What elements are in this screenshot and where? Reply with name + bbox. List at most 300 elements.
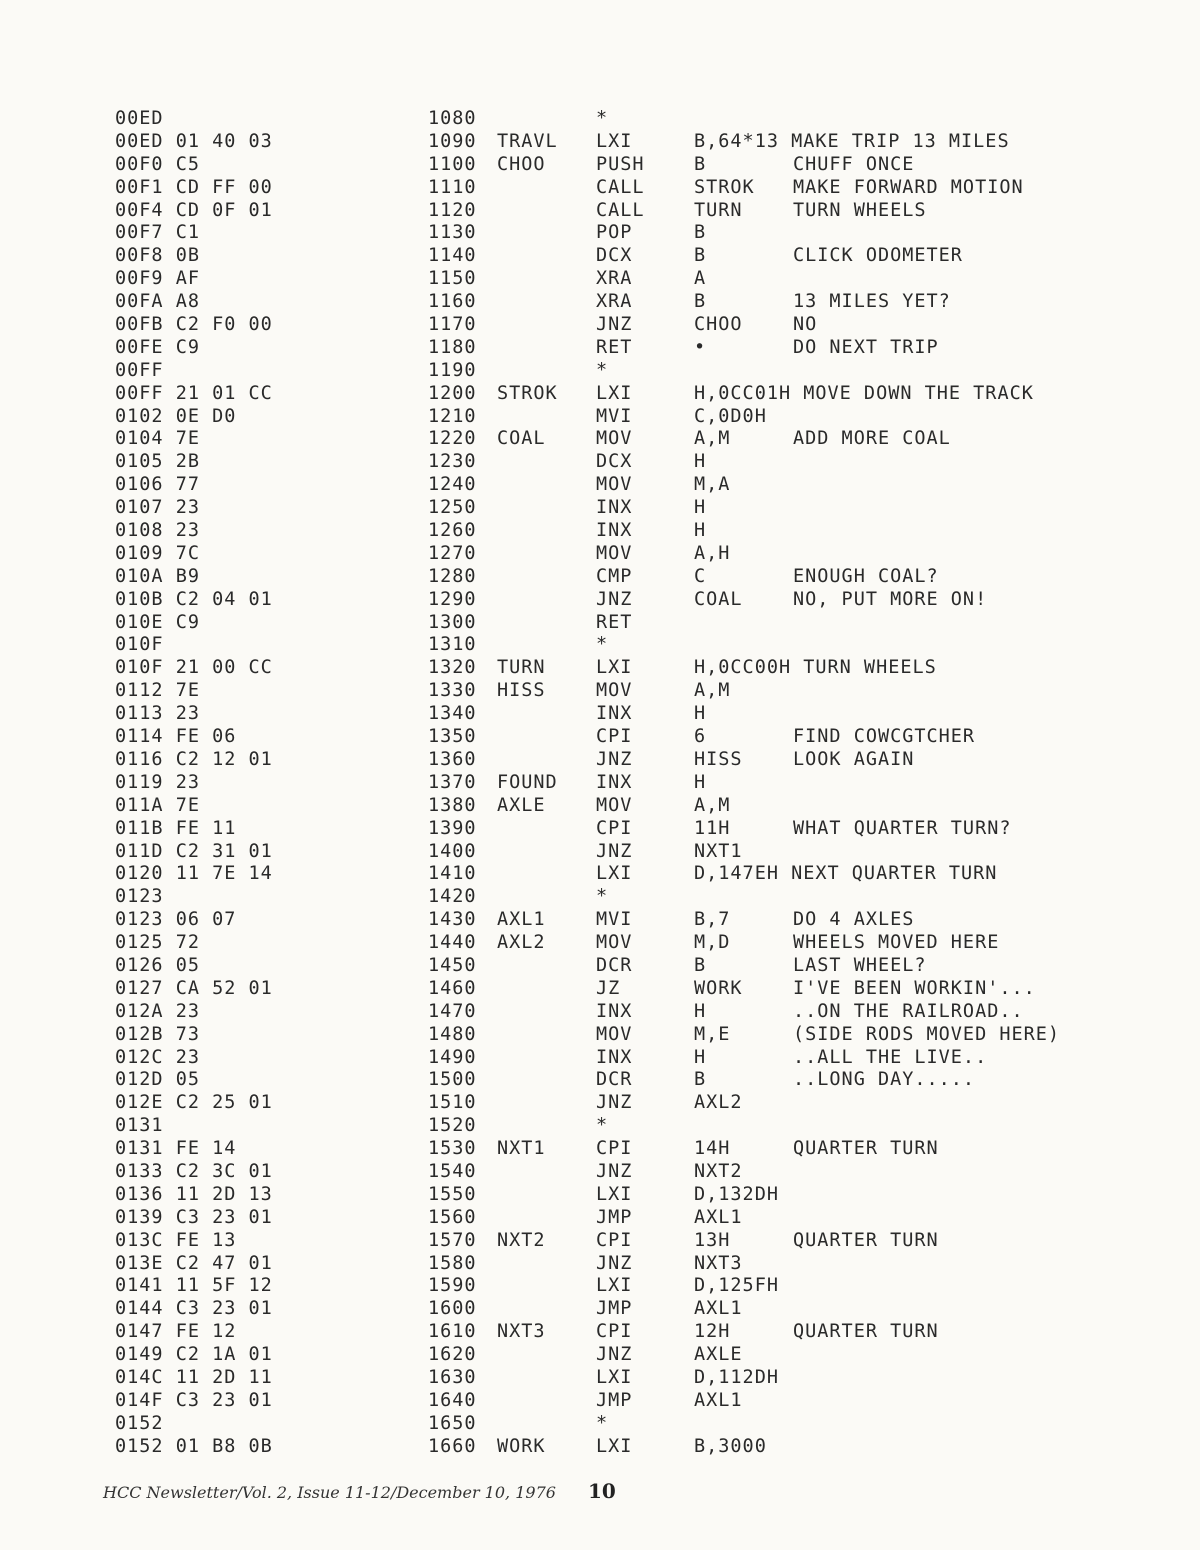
comment-cell: ADD MORE COAL (793, 428, 951, 450)
address-cell: 0113 23 (115, 703, 200, 725)
listing-line (0, 818, 1200, 841)
opcode-cell: LXI (596, 382, 633, 404)
address-cell: 013C FE 13 (115, 1229, 237, 1251)
operand-cell: H (694, 771, 707, 793)
opcode-cell: LXI (596, 130, 633, 152)
address-cell: 00F4 CD 0F 01 (115, 199, 273, 221)
opcode-cell: XRA (596, 291, 633, 313)
address-cell: 0105 2B (115, 451, 200, 473)
address-cell: 0123 06 07 (115, 909, 237, 931)
address-cell: 0108 23 (115, 520, 200, 542)
line-number-cell: 1450 (428, 954, 477, 976)
line-number-cell: 1350 (428, 726, 477, 748)
opcode-cell: CALL (596, 199, 645, 221)
listing-line (0, 1253, 1200, 1276)
address-cell: 010E C9 (115, 611, 200, 633)
address-cell: 0149 C2 1A 01 (115, 1344, 273, 1366)
comment-cell: NO, PUT MORE ON! (793, 588, 988, 610)
address-cell: 00F1 CD FF 00 (115, 176, 273, 198)
line-number-cell: 1220 (428, 428, 477, 450)
operand-cell: D,147EH NEXT QUARTER TURN (694, 863, 998, 885)
address-cell: 010A B9 (115, 565, 200, 587)
address-cell: 011A 7E (115, 794, 200, 816)
publication-info: HCC Newsletter/Vol. 2, Issue 11-12/December 10, 1976 (103, 1483, 556, 1502)
listing-line (0, 245, 1200, 268)
address-cell: 012C 23 (115, 1046, 200, 1068)
comment-cell: 13 MILES YET? (793, 291, 951, 313)
operand-cell: B,64*13 MAKE TRIP 13 MILES (694, 130, 1010, 152)
comment-cell: NO (793, 314, 818, 336)
label-cell: CHOO (497, 153, 546, 175)
line-number-cell: 1200 (428, 382, 477, 404)
line-number-cell: 1610 (428, 1321, 477, 1343)
opcode-cell: RET (596, 611, 633, 633)
line-number-cell: 1430 (428, 909, 477, 931)
listing-line (0, 955, 1200, 978)
listing-line (0, 772, 1200, 795)
operand-cell: B,7 (694, 909, 731, 931)
operand-cell: AXL1 (694, 1298, 743, 1320)
line-number-cell: 1130 (428, 222, 477, 244)
comment-cell: I'VE BEEN WORKIN'... (793, 977, 1036, 999)
opcode-cell: LXI (596, 1183, 633, 1205)
label-cell: NXT2 (497, 1229, 546, 1251)
address-cell: 0152 01 B8 0B (115, 1435, 273, 1457)
operand-cell: H (694, 451, 707, 473)
opcode-cell: POP (596, 222, 633, 244)
opcode-cell: MOV (596, 1023, 633, 1045)
line-number-cell: 1210 (428, 405, 477, 427)
comment-cell: ENOUGH COAL? (793, 565, 939, 587)
listing-line (0, 612, 1200, 635)
line-number-cell: 1620 (428, 1344, 477, 1366)
opcode-cell: CPI (596, 1321, 633, 1343)
page-footer (103, 1479, 1103, 1513)
line-number-cell: 1490 (428, 1046, 477, 1068)
listing-line (0, 406, 1200, 429)
listing-line (0, 474, 1200, 497)
line-number-cell: 1600 (428, 1298, 477, 1320)
opcode-cell: CMP (596, 565, 633, 587)
listing-line (0, 1436, 1200, 1459)
operand-cell: M,D (694, 932, 731, 954)
operand-cell: M,E (694, 1023, 731, 1045)
label-cell: NXT3 (497, 1321, 546, 1343)
label-cell: WORK (497, 1435, 546, 1457)
address-cell: 00ED (115, 108, 164, 129)
comment-cell: TURN WHEELS (793, 199, 927, 221)
opcode-cell: JNZ (596, 840, 633, 862)
label-cell: STROK (497, 382, 558, 404)
address-cell: 012E C2 25 01 (115, 1092, 273, 1114)
line-number-cell: 1170 (428, 314, 477, 336)
address-cell: 0131 (115, 1115, 164, 1137)
line-number-cell: 1280 (428, 565, 477, 587)
line-number-cell: 1120 (428, 199, 477, 221)
opcode-cell: INX (596, 703, 633, 725)
operand-cell: B (694, 153, 707, 175)
address-cell: 0152 (115, 1412, 164, 1434)
listing-line (0, 131, 1200, 154)
operand-cell: AXL1 (694, 1206, 743, 1228)
address-cell: 0116 C2 12 01 (115, 748, 273, 770)
opcode-cell: * (596, 1115, 609, 1137)
line-number-cell: 1580 (428, 1252, 477, 1274)
opcode-cell: DCX (596, 451, 633, 473)
opcode-cell: * (596, 359, 609, 381)
comment-cell: LAST WHEEL? (793, 954, 927, 976)
line-number-cell: 1340 (428, 703, 477, 725)
opcode-cell: INX (596, 771, 633, 793)
operand-cell: HISS (694, 748, 743, 770)
listing-line (0, 1275, 1200, 1298)
listing-line (0, 154, 1200, 177)
opcode-cell: DCR (596, 1069, 633, 1091)
address-cell: 010B C2 04 01 (115, 588, 273, 610)
opcode-cell: LXI (596, 863, 633, 885)
line-number-cell: 1110 (428, 176, 477, 198)
line-number-cell: 1440 (428, 932, 477, 954)
listing-line (0, 337, 1200, 360)
address-cell: 00F8 0B (115, 245, 200, 267)
operand-cell: STROK (694, 176, 755, 198)
line-number-cell: 1100 (428, 153, 477, 175)
listing-line (0, 589, 1200, 612)
operand-cell: CHOO (694, 314, 743, 336)
opcode-cell: MOV (596, 794, 633, 816)
listing-line (0, 1321, 1200, 1344)
operand-cell: B (694, 1069, 707, 1091)
operand-cell: H,0CC01H MOVE DOWN THE TRACK (694, 382, 1034, 404)
operand-cell: H (694, 1046, 707, 1068)
opcode-cell: JZ (596, 977, 621, 999)
line-number-cell: 1480 (428, 1023, 477, 1045)
comment-cell: FIND COWCGTCHER (793, 726, 976, 748)
comment-cell: MAKE FORWARD MOTION (793, 176, 1024, 198)
listing-line (0, 360, 1200, 383)
comment-cell: ..ON THE RAILROAD.. (793, 1000, 1024, 1022)
line-number-cell: 1410 (428, 863, 477, 885)
opcode-cell: JMP (596, 1389, 633, 1411)
operand-cell: 13H (694, 1229, 731, 1251)
listing-line (0, 1024, 1200, 1047)
listing-line (0, 222, 1200, 245)
line-number-cell: 1510 (428, 1092, 477, 1114)
line-number-cell: 1290 (428, 588, 477, 610)
listing-line (0, 1230, 1200, 1253)
line-number-cell: 1460 (428, 977, 477, 999)
listing-line (0, 1298, 1200, 1321)
opcode-cell: DCR (596, 954, 633, 976)
opcode-cell: CALL (596, 176, 645, 198)
address-cell: 0127 CA 52 01 (115, 977, 273, 999)
operand-cell: 12H (694, 1321, 731, 1343)
address-cell: 0120 11 7E 14 (115, 863, 273, 885)
opcode-cell: MVI (596, 405, 633, 427)
listing-line (0, 383, 1200, 406)
address-cell: 014C 11 2D 11 (115, 1366, 273, 1388)
listing-line (0, 863, 1200, 886)
address-cell: 012D 05 (115, 1069, 200, 1091)
address-cell: 012B 73 (115, 1023, 200, 1045)
address-cell: 0114 FE 06 (115, 726, 237, 748)
operand-cell: H,0CC00H TURN WHEELS (694, 657, 937, 679)
listing-line (0, 291, 1200, 314)
line-number-cell: 1330 (428, 680, 477, 702)
line-number-cell: 1190 (428, 359, 477, 381)
operand-cell: B (694, 245, 707, 267)
label-cell: TURN (497, 657, 546, 679)
operand-cell: A,H (694, 542, 731, 564)
comment-cell: ..ALL THE LIVE.. (793, 1046, 988, 1068)
address-cell: 0136 11 2D 13 (115, 1183, 273, 1205)
opcode-cell: MOV (596, 680, 633, 702)
opcode-cell: INX (596, 1046, 633, 1068)
line-number-cell: 1300 (428, 611, 477, 633)
operand-cell: C (694, 565, 707, 587)
operand-cell: COAL (694, 588, 743, 610)
listing-line (0, 703, 1200, 726)
listing-line (0, 520, 1200, 543)
line-number-cell: 1540 (428, 1160, 477, 1182)
address-cell: 0125 72 (115, 932, 200, 954)
operand-cell: B (694, 222, 707, 244)
line-number-cell: 1630 (428, 1366, 477, 1388)
label-cell: TRAVL (497, 130, 558, 152)
listing-line (0, 841, 1200, 864)
listing-line (0, 177, 1200, 200)
opcode-cell: JNZ (596, 1092, 633, 1114)
listing-line (0, 1184, 1200, 1207)
opcode-cell: JNZ (596, 1252, 633, 1274)
listing-line (0, 795, 1200, 818)
address-cell: 011B FE 11 (115, 817, 237, 839)
label-cell: COAL (497, 428, 546, 450)
opcode-cell: PUSH (596, 153, 645, 175)
opcode-cell: * (596, 108, 609, 129)
line-number-cell: 1160 (428, 291, 477, 313)
label-cell: AXL2 (497, 932, 546, 954)
opcode-cell: INX (596, 497, 633, 519)
comment-cell: WHEELS MOVED HERE (793, 932, 1000, 954)
comment-cell: DO 4 AXLES (793, 909, 915, 931)
listing-line (0, 200, 1200, 223)
listing-line (0, 749, 1200, 772)
listing-line (0, 497, 1200, 520)
comment-cell: QUARTER TURN (793, 1229, 939, 1251)
line-number-cell: 1140 (428, 245, 477, 267)
opcode-cell: JNZ (596, 748, 633, 770)
assembly-listing (0, 108, 1200, 1460)
listing-line (0, 1413, 1200, 1436)
listing-line (0, 428, 1200, 451)
listing-line (0, 726, 1200, 749)
address-cell: 00FF (115, 359, 164, 381)
line-number-cell: 1360 (428, 748, 477, 770)
operand-cell: • (694, 336, 707, 358)
opcode-cell: LXI (596, 657, 633, 679)
address-cell: 012A 23 (115, 1000, 200, 1022)
opcode-cell: * (596, 886, 609, 908)
operand-cell: D,112DH (694, 1366, 779, 1388)
opcode-cell: CPI (596, 726, 633, 748)
line-number-cell: 1420 (428, 886, 477, 908)
opcode-cell: JNZ (596, 1160, 633, 1182)
opcode-cell: MOV (596, 474, 633, 496)
address-cell: 0119 23 (115, 771, 200, 793)
comment-cell: LOOK AGAIN (793, 748, 915, 770)
opcode-cell: * (596, 1412, 609, 1434)
address-cell: 014F C3 23 01 (115, 1389, 273, 1411)
listing-line (0, 1138, 1200, 1161)
address-cell: 0106 77 (115, 474, 200, 496)
operand-cell: A,M (694, 428, 731, 450)
address-cell: 00FB C2 F0 00 (115, 314, 273, 336)
line-number-cell: 1180 (428, 336, 477, 358)
line-number-cell: 1080 (428, 108, 477, 129)
line-number-cell: 1650 (428, 1412, 477, 1434)
listing-line (0, 1115, 1200, 1138)
address-cell: 0109 7C (115, 542, 200, 564)
operand-cell: NXT3 (694, 1252, 743, 1274)
opcode-cell: XRA (596, 268, 633, 290)
line-number-cell: 1400 (428, 840, 477, 862)
opcode-cell: * (596, 634, 609, 656)
operand-cell: 14H (694, 1138, 731, 1160)
line-number-cell: 1320 (428, 657, 477, 679)
comment-cell: ..LONG DAY..... (793, 1069, 976, 1091)
opcode-cell: MOV (596, 542, 633, 564)
label-cell: NXT1 (497, 1138, 546, 1160)
operand-cell: H (694, 497, 707, 519)
opcode-cell: CPI (596, 1229, 633, 1251)
opcode-cell: LXI (596, 1366, 633, 1388)
listing-line (0, 886, 1200, 909)
address-cell: 0144 C3 23 01 (115, 1298, 273, 1320)
line-number-cell: 1530 (428, 1138, 477, 1160)
address-cell: 0102 0E D0 (115, 405, 237, 427)
opcode-cell: JMP (596, 1206, 633, 1228)
listing-line (0, 314, 1200, 337)
listing-line (0, 1069, 1200, 1092)
operand-cell: D,125FH (694, 1275, 779, 1297)
comment-cell: (SIDE RODS MOVED HERE) (793, 1023, 1061, 1045)
line-number-cell: 1250 (428, 497, 477, 519)
address-cell: 0123 (115, 886, 164, 908)
operand-cell: A (694, 268, 707, 290)
operand-cell: C,0D0H (694, 405, 767, 427)
operand-cell: AXL2 (694, 1092, 743, 1114)
listing-line (0, 909, 1200, 932)
line-number-cell: 1660 (428, 1435, 477, 1457)
label-cell: FOUND (497, 771, 558, 793)
listing-line (0, 634, 1200, 657)
operand-cell: NXT2 (694, 1160, 743, 1182)
line-number-cell: 1390 (428, 817, 477, 839)
address-cell: 011D C2 31 01 (115, 840, 273, 862)
line-number-cell: 1240 (428, 474, 477, 496)
line-number-cell: 1590 (428, 1275, 477, 1297)
address-cell: 0104 7E (115, 428, 200, 450)
line-number-cell: 1260 (428, 520, 477, 542)
listing-line (0, 566, 1200, 589)
listing-line (0, 932, 1200, 955)
listing-line (0, 108, 1200, 131)
address-cell: 013E C2 47 01 (115, 1252, 273, 1274)
comment-cell: CHUFF ONCE (793, 153, 915, 175)
operand-cell: H (694, 1000, 707, 1022)
line-number-cell: 1550 (428, 1183, 477, 1205)
operand-cell: D,132DH (694, 1183, 779, 1205)
operand-cell: H (694, 520, 707, 542)
comment-cell: QUARTER TURN (793, 1321, 939, 1343)
opcode-cell: JNZ (596, 588, 633, 610)
line-number-cell: 1380 (428, 794, 477, 816)
address-cell: 00FF 21 01 CC (115, 382, 273, 404)
address-cell: 0139 C3 23 01 (115, 1206, 273, 1228)
comment-cell: DO NEXT TRIP (793, 336, 939, 358)
operand-cell: H (694, 703, 707, 725)
line-number-cell: 1560 (428, 1206, 477, 1228)
listing-line (0, 680, 1200, 703)
operand-cell: B,3000 (694, 1435, 767, 1457)
address-cell: 0112 7E (115, 680, 200, 702)
listing-line (0, 657, 1200, 680)
line-number-cell: 1090 (428, 130, 477, 152)
operand-cell: B (694, 954, 707, 976)
listing-line (0, 1001, 1200, 1024)
listing-line (0, 1207, 1200, 1230)
address-cell: 00FE C9 (115, 336, 200, 358)
listing-line (0, 1344, 1200, 1367)
line-number-cell: 1640 (428, 1389, 477, 1411)
label-cell: AXL1 (497, 909, 546, 931)
operand-cell: TURN (694, 199, 743, 221)
operand-cell: 6 (694, 726, 707, 748)
line-number-cell: 1270 (428, 542, 477, 564)
line-number-cell: 1150 (428, 268, 477, 290)
operand-cell: AXLE (694, 1344, 743, 1366)
opcode-cell: RET (596, 336, 633, 358)
address-cell: 0141 11 5F 12 (115, 1275, 273, 1297)
listing-line (0, 1092, 1200, 1115)
listing-line (0, 1367, 1200, 1390)
address-cell: 00ED 01 40 03 (115, 130, 273, 152)
address-cell: 00F0 C5 (115, 153, 200, 175)
line-number-cell: 1310 (428, 634, 477, 656)
opcode-cell: CPI (596, 817, 633, 839)
operand-cell: M,A (694, 474, 731, 496)
address-cell: 00FA A8 (115, 291, 200, 313)
line-number-cell: 1470 (428, 1000, 477, 1022)
opcode-cell: JMP (596, 1298, 633, 1320)
address-cell: 0147 FE 12 (115, 1321, 237, 1343)
listing-line (0, 268, 1200, 291)
opcode-cell: MOV (596, 428, 633, 450)
opcode-cell: INX (596, 520, 633, 542)
listing-line (0, 451, 1200, 474)
address-cell: 0126 05 (115, 954, 200, 976)
operand-cell: WORK (694, 977, 743, 999)
opcode-cell: JNZ (596, 1344, 633, 1366)
address-cell: 010F 21 00 CC (115, 657, 273, 679)
operand-cell: B (694, 291, 707, 313)
label-cell: HISS (497, 680, 546, 702)
address-cell: 0131 FE 14 (115, 1138, 237, 1160)
listing-line (0, 1047, 1200, 1070)
comment-cell: QUARTER TURN (793, 1138, 939, 1160)
line-number-cell: 1370 (428, 771, 477, 793)
